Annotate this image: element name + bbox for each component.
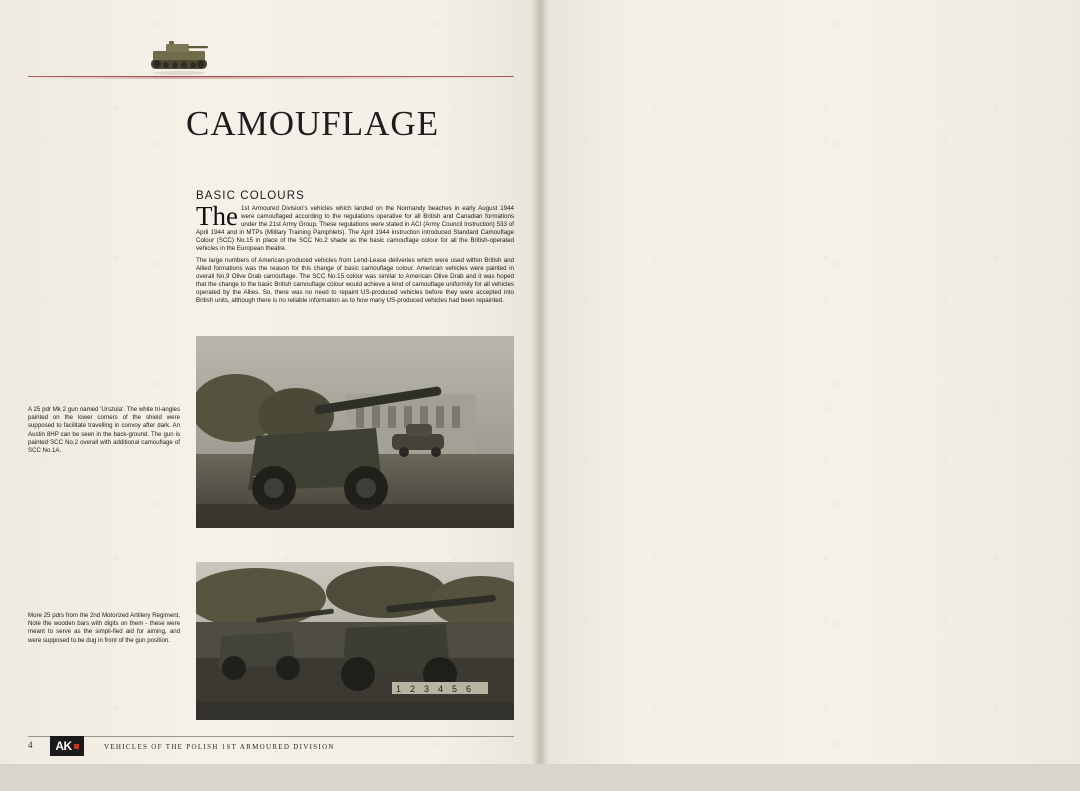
dropcap: The — [196, 201, 238, 231]
page-right — [540, 0, 1080, 764]
page-number-left: 4 — [28, 740, 33, 750]
svg-text:6: 6 — [466, 684, 472, 694]
footer-rule-left — [28, 736, 514, 737]
svg-text:1: 1 — [396, 684, 402, 694]
logo-text: AK — [55, 739, 72, 753]
header-rule — [28, 76, 514, 77]
page-title: CAMOUFLAGE — [186, 104, 440, 143]
left-body-text — [196, 201, 514, 308]
svg-text:3: 3 — [424, 684, 430, 694]
logo-square — [74, 744, 79, 749]
svg-text:4: 4 — [438, 684, 444, 694]
caption-photo-25pdr-battery: More 25 pdrs from the 2nd Motorized Artillery Regiment. Note the wooden bars with digits on them - these were meant to serve as the simpli-fied aid for aiming, and were supposed to be dug in front of the gun position. — [28, 612, 180, 644]
photo-25pdr-urszula — [196, 336, 514, 528]
body-paragraph: 1st Armoured Division's vehicles which landed on the Normandy beaches in early August 1944 were camouflaged according to the regulations operative for all British and Canadian formations under the 21st Army Group. These regulations were stated in ACI (Army Council Instruction) 533 of April 1944 and in MTPs (Military Training Pamphlets). The April 1944 instruction introduced Standard Camouflage Colour (SCC) No.15 in place of the SCC No.2 shade as the basic camouflage colour for all the British-operated vehicles in the European theatre. — [196, 205, 514, 253]
page-left — [0, 0, 540, 764]
running-head-left-text: VEHICLES OF THE POLISH 1ST ARMOURED DIVISION — [104, 743, 335, 751]
section-heading-basic-colours: BASIC COLOURS — [196, 190, 305, 202]
body-paragraph: The large numbers of American-produced vehicles from Lend-Lease deliveries which were used within British and Allied formations was the reason for this change of basic camouflage colour. American vehicles were painted in overall No.9 Olive Drab camouflage. The SCC No.15 colour was similar to American Olive Drab and it was hoped that the change to the basic British camouflage colour would achieve a kind of camouflage uniformity for all vehicles operated by the Allies. So, there was no need to repaint US-produced vehicles before they were accepted into British units, although there is no reliable information as to how many US-produced vehicles had been repainted. — [196, 256, 514, 305]
paper-texture-right — [540, 0, 1080, 764]
photo-25pdr-battery — [196, 562, 514, 720]
publisher-logo-left — [50, 736, 84, 756]
caption-photo-25pdr-urszula: A 25 pdr Mk 2 gun named 'Urszula'. The white tri-angles painted on the lower corners of the shield were supposed to facilitate travelling in convoy after dark. An Austin 8HP can be seen in the back-ground. The gun is painted SCC No.2 overall with additional camouflage of SCC No.1A. — [28, 406, 180, 455]
running-head-left — [104, 743, 335, 751]
tank-icon — [146, 36, 212, 76]
svg-text:5: 5 — [452, 684, 458, 694]
book-gutter — [531, 0, 549, 764]
svg-text:2: 2 — [410, 684, 416, 694]
